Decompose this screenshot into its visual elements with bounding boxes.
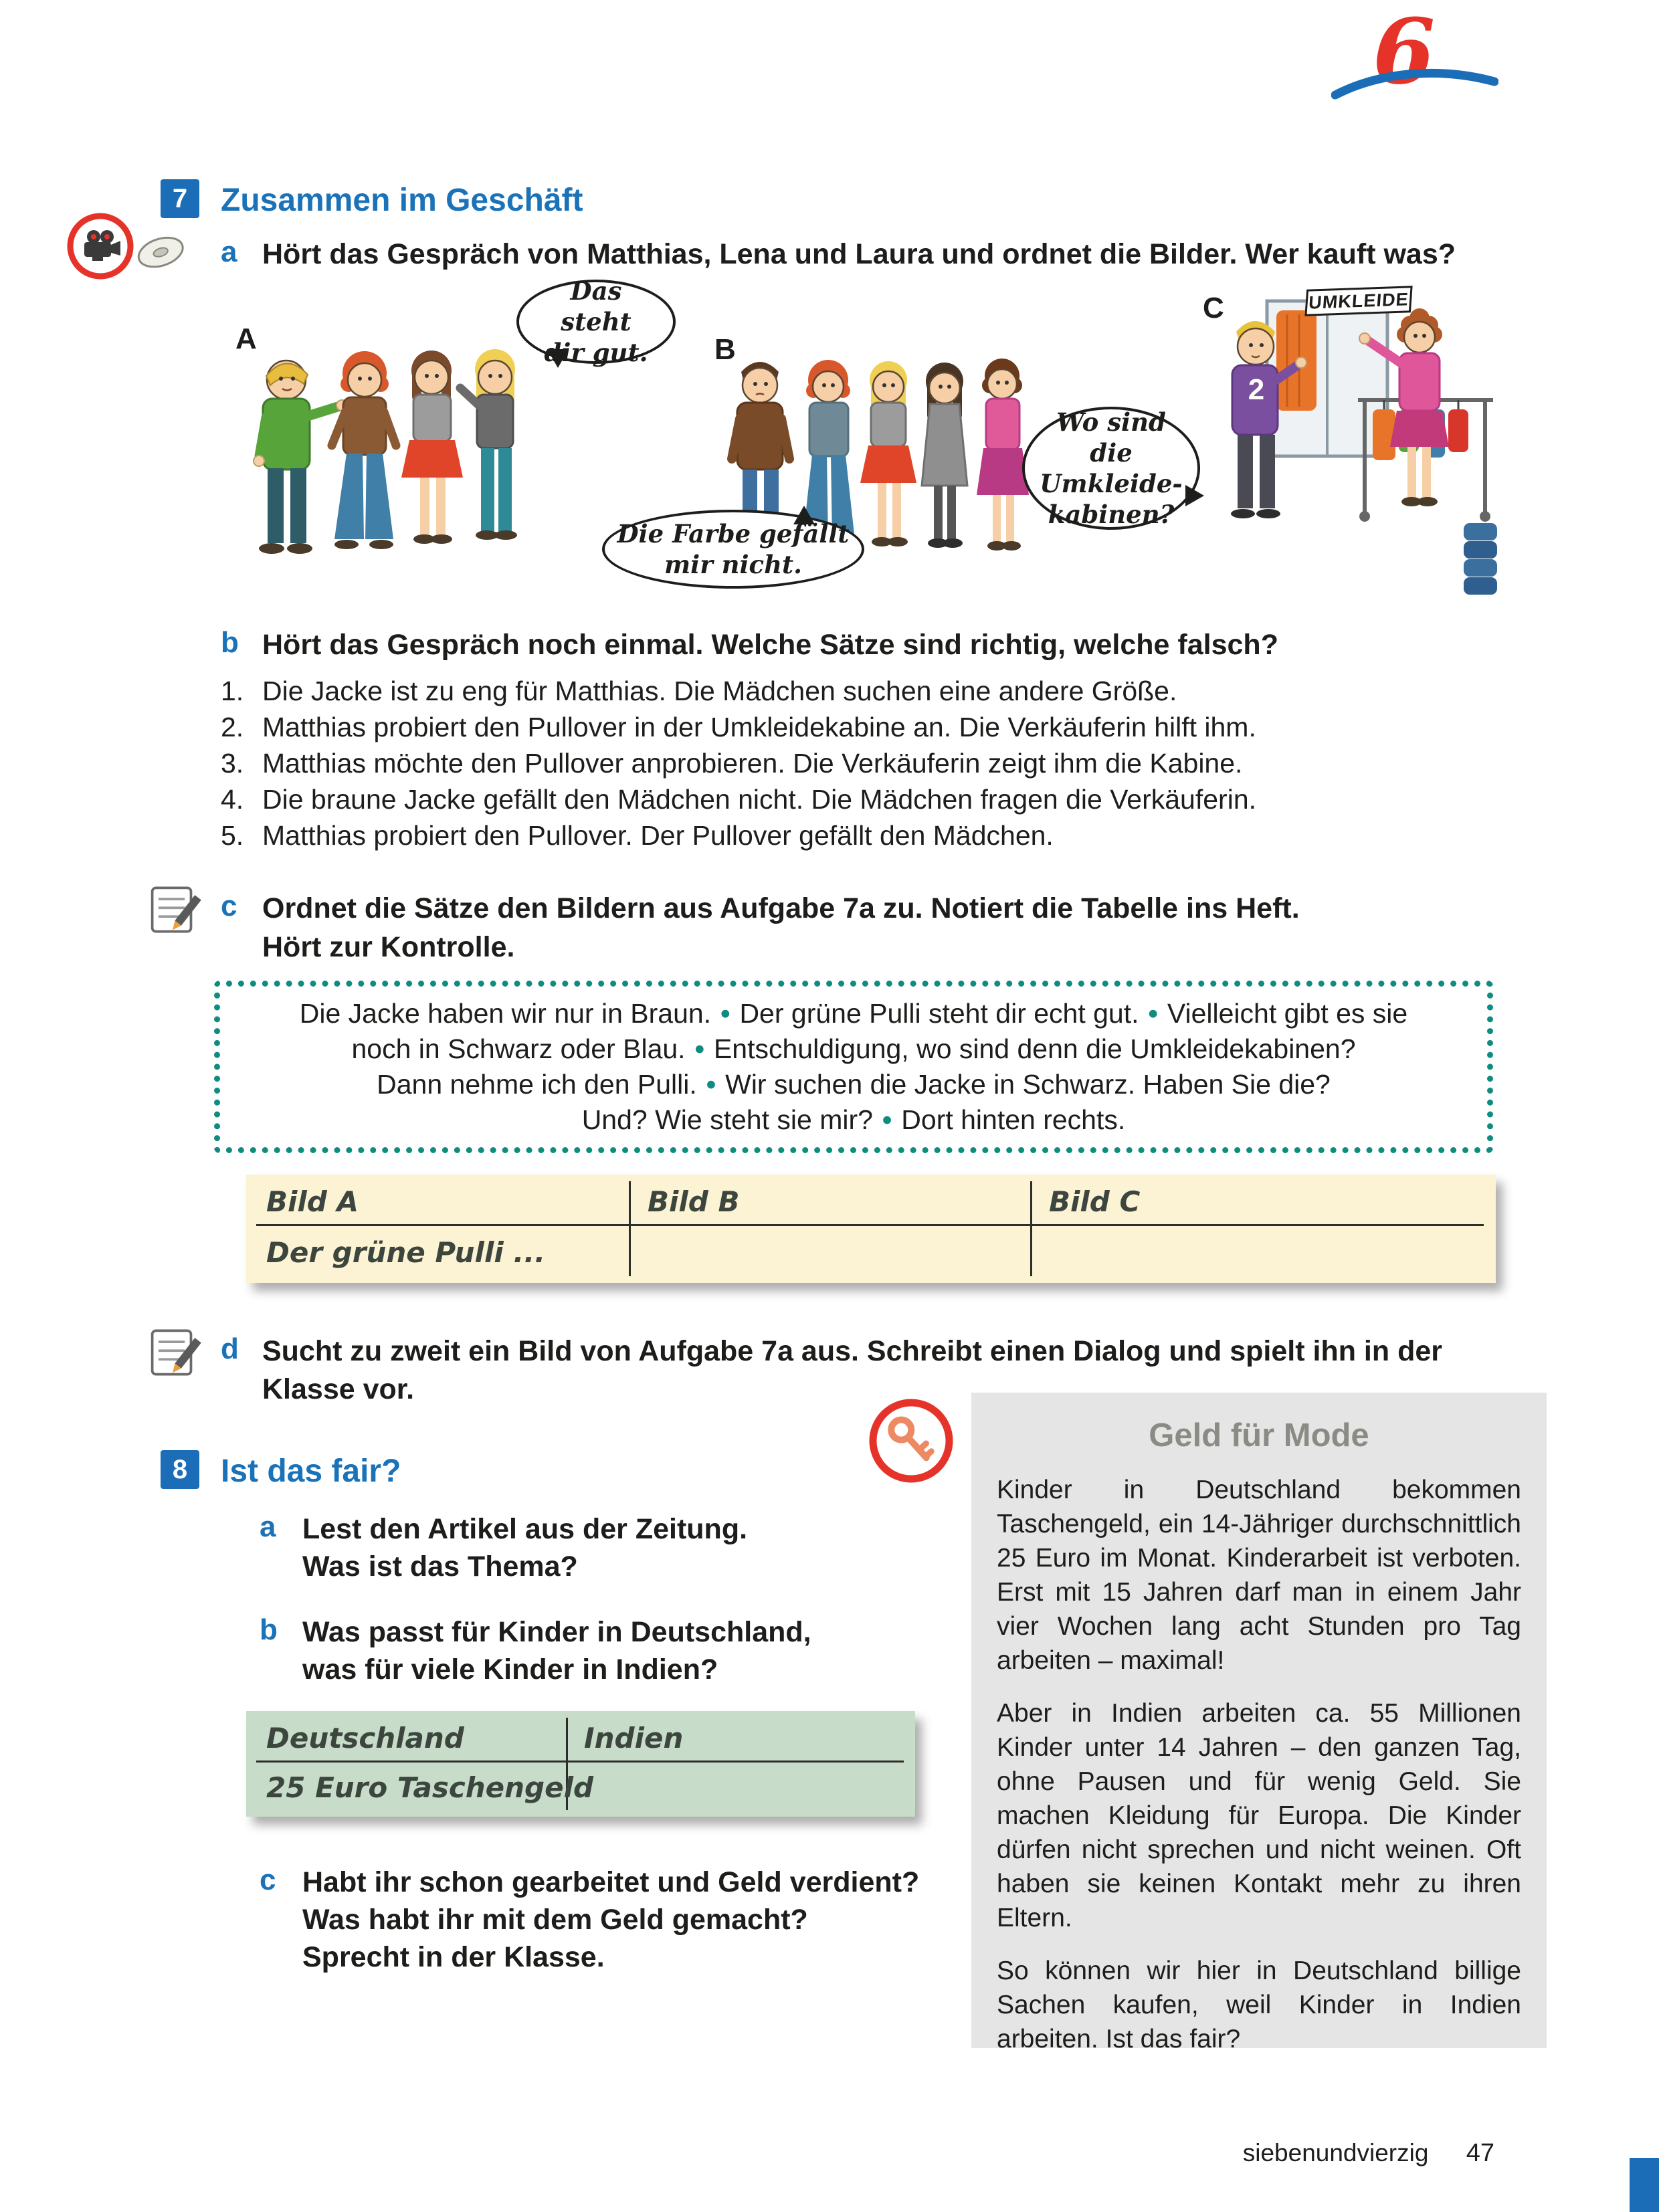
task-7b-text: Hört das Gespräch noch einmal. Welche Sätze sind richtig, welche falsch? (262, 629, 1278, 661)
newspaper-article (971, 1393, 1547, 2053)
statement-number: 5. (221, 820, 244, 851)
statement-row (221, 819, 1054, 852)
task-7c-text-line1: Ordnet die Sätze den Bildern aus Aufgabe 7a zu. Notiert die Tabelle ins Heft. (262, 892, 1300, 924)
task-7d-label: d (221, 1332, 239, 1365)
notebook-pencil-icon (149, 1324, 205, 1384)
statement-row (221, 674, 1177, 708)
statement-text: Matthias probiert den Pullover. Der Pullover gefällt den Mädchen. (262, 820, 1054, 851)
task-8c-text-line3: Sprecht in der Klasse. (302, 1941, 605, 1973)
film-projector-icon (66, 211, 135, 284)
page-edge-tab (1630, 2158, 1659, 2212)
speech-bubble-die-farbe: Die Farbe gefällt mir nicht. (602, 510, 864, 589)
picture-a-label: A (235, 322, 257, 355)
article-paragraph: Aber in Indien arbeiten ca. 55 Millionen Kinder unter 14 Jahren – den ganzen Tag, ohne Pausen und für wenig Geld. Sie machen Kleidung für Europa. Die Kinder dürfen nicht sprechen und nicht weinen. Oft haben sie keinen Kontakt mehr zu ihren Eltern. (997, 1699, 1521, 1932)
task-7a-text: Hört das Gespräch von Matthias, Lena und Laura und ordnet die Bilder. Wer kauft was? (262, 238, 1456, 270)
statement-row (221, 783, 1256, 816)
audio-disc-icon (130, 225, 193, 282)
scrambled-line: Dann nehme ich den Pulli. • Wir suchen die Jacke in Schwarz. Haben Sie die? (377, 1069, 1331, 1100)
separator-bullet: • (720, 998, 730, 1029)
picture-c-label: C (1203, 292, 1224, 324)
scrambled-line: Und? Wie steht sie mir? • Dort hinten rechts. (581, 1104, 1126, 1135)
bild-table (246, 1175, 1496, 1283)
scrambled-line: Die Jacke haben wir nur in Braun. • Der grüne Pulli steht dir echt gut. • Vielleicht gibt es sie (299, 998, 1408, 1029)
footer-page-number: 47 (1466, 2139, 1494, 2167)
statement-text: Die Jacke ist zu eng für Matthias. Die Mädchen suchen eine andere Größe. (262, 676, 1177, 706)
bild-table-cell-a: Der grüne Pulli ... (266, 1236, 546, 1269)
task-8a-label: a (260, 1510, 276, 1543)
task-8b-label: b (260, 1613, 278, 1646)
article-paragraph: Kinder in Deutschland bekommen Taschengeld, ein 14-Jähriger durchschnittlich 25 Euro im Monat. Kinderarbeit ist verboten. Erst mit 15 Jahren darf man in einem Jahr vier Wochen lang acht Stunden pro Tag arbeiten – maximal! (997, 1476, 1521, 1675)
task-8b-text-line1: Was passt für Kinder in Deutschland, (302, 1616, 811, 1648)
exercise-8-number: 8 (161, 1450, 199, 1489)
task-7d-text: Sucht zu zweit ein Bild von Aufgabe 7a aus. Schreibt einen Dialog und spielt ihn in der Klasse vor. (262, 1335, 1443, 1405)
separator-bullet: • (1148, 998, 1158, 1029)
umkleide-sign: UMKLEIDE (1304, 286, 1412, 316)
page-footer (1243, 2139, 1494, 2168)
country-table (246, 1711, 915, 1817)
chapter-number: 6 (1373, 0, 1436, 104)
speech-bubble-umkleidekabinen: Wo sind die Umkleide- kabinen? (1022, 407, 1200, 530)
article-paragraph: So können wir hier in Deutschland billige Sachen kaufen, weil Kinder in Indien arbeiten. Ist das fair? (997, 1956, 1521, 2053)
picture-b-label: B (714, 333, 736, 366)
task-8a-text-line1: Lest den Artikel aus der Zeitung. (302, 1513, 748, 1545)
chapter-underline-swoosh (1331, 64, 1498, 104)
task-7c-text-line2: Hört zur Kontrolle. (262, 931, 515, 963)
bild-table-header-a: Bild A (266, 1185, 359, 1218)
task-8a-text-line2: Was ist das Thema? (302, 1550, 578, 1583)
task-8b-text-line2: was für viele Kinder in Indien? (302, 1653, 718, 1686)
bild-table-header-c: Bild C (1049, 1185, 1141, 1218)
task-8c-text-line1: Habt ihr schon gearbeitet und Geld verdient? (302, 1866, 920, 1898)
task-7b-label: b (221, 626, 239, 659)
task-7a-label: a (221, 235, 237, 268)
statement-row (221, 710, 1256, 744)
statement-text: Matthias möchte den Pullover anprobieren. Die Verkäuferin zeigt ihm die Kabine. (262, 748, 1243, 779)
footer-page-word: siebenundvierzig (1242, 2139, 1429, 2167)
notebook-pencil-icon (149, 882, 205, 941)
scene-a-illustration (227, 314, 542, 602)
key-icon (867, 1397, 955, 1488)
statement-text: Matthias probiert den Pullover in der Umkleidekabine an. Die Verkäuferin hilft ihm. (262, 712, 1256, 742)
scrambled-sentences-box (214, 981, 1493, 1153)
speech-bubble-das-steht: Das steht dir gut. (516, 280, 676, 364)
statement-number: 1. (221, 676, 244, 706)
country-table-header-in: Indien (584, 1722, 684, 1754)
statement-text: Die braune Jacke gefällt den Mädchen nicht. Die Mädchen fragen die Verkäuferin. (262, 784, 1257, 815)
article-title: Geld für Mode (1149, 1417, 1369, 1453)
exercise-8-title: Ist das fair? (221, 1453, 401, 1489)
sweater-number: 2 (1248, 373, 1265, 406)
scrambled-line: noch in Schwarz oder Blau. • Entschuldigung, wo sind denn die Umkleidekabinen? (351, 1033, 1356, 1064)
statement-row (221, 746, 1242, 780)
statement-number: 4. (221, 784, 244, 815)
separator-bullet: • (882, 1104, 892, 1135)
separator-bullet: • (706, 1069, 716, 1100)
task-8c-text-line2: Was habt ihr mit dem Geld gemacht? (302, 1904, 808, 1936)
bild-table-header-b: Bild B (648, 1185, 740, 1218)
scene-c-illustration (1197, 288, 1498, 602)
exercise-7-number: 7 (161, 179, 199, 218)
task-7c-label: c (221, 890, 237, 922)
statement-number: 3. (221, 748, 244, 779)
country-table-cell-de: 25 Euro Taschengeld (266, 1771, 594, 1804)
separator-bullet: • (694, 1033, 704, 1064)
exercise-7-title: Zusammen im Geschäft (221, 183, 583, 218)
task-8c-label: c (260, 1864, 276, 1896)
country-table-header-de: Deutschland (266, 1722, 464, 1754)
statement-number: 2. (221, 712, 244, 742)
